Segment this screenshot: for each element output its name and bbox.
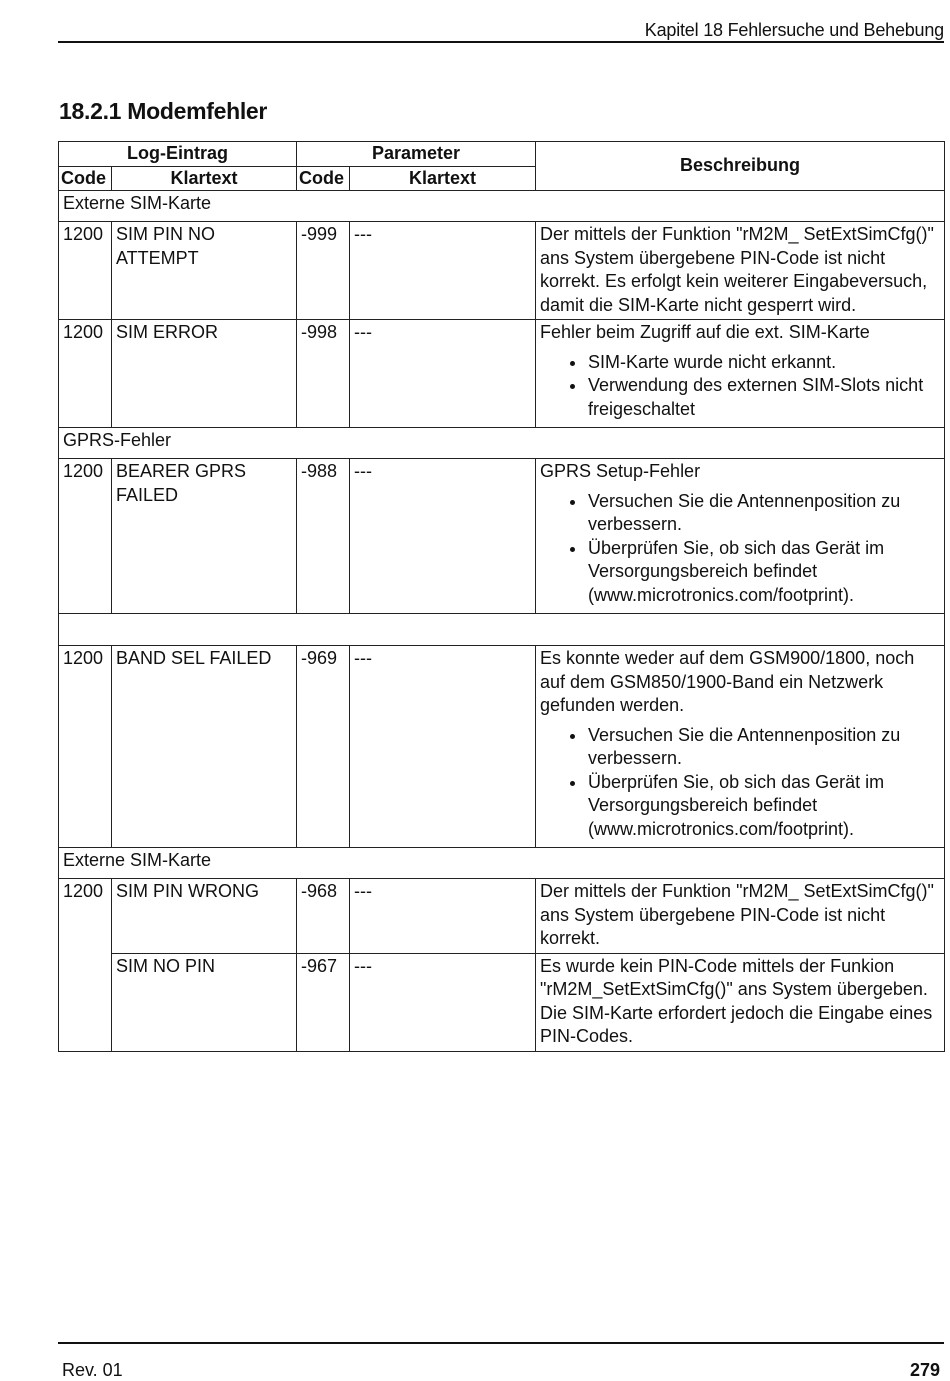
log-klartext-cell: SIM NO PIN — [112, 953, 297, 1051]
log-klartext-cell: SIM ERROR — [112, 320, 297, 428]
group-label: Externe SIM-Karte — [59, 848, 945, 879]
bullet-item: SIM-Karte wurde nicht erkannt. — [588, 351, 940, 375]
param-code-cell: -998 — [297, 320, 350, 428]
group-label: Externe SIM-Karte — [59, 191, 945, 222]
description-cell — [536, 646, 945, 848]
empty-cell — [59, 614, 945, 646]
section-title: 18.2.1 Modemfehler — [59, 98, 268, 124]
bullet-list — [540, 490, 940, 608]
log-entry-header: Log-Eintrag — [59, 142, 297, 167]
table-header-row — [59, 142, 945, 167]
description-text: Es wurde kein PIN-Code mittels der Funkion "rM2M_SetExtSimCfg()" ans System übergeben. Die SIM-Karte erfordert jedoch die Eingabe eines PIN-Codes. — [540, 955, 933, 1046]
description-text: Der mittels der Funktion "rM2M_ SetExtSimCfg()" ans System übergebene PIN-Code ist nicht korrekt. — [540, 881, 934, 948]
description-text: Der mittels der Funktion "rM2M_ SetExtSimCfg()" ans System übergebene PIN-Code ist nicht korrekt. Es erfolgt kein weiterer Eingabeversuch, damit die SIM-Karte nicht gesperrt wird. — [540, 224, 934, 315]
param-klartext-cell: --- — [350, 953, 536, 1051]
param-klartext-header: Klartext — [350, 166, 536, 191]
log-klartext-cell: SIM PIN WRONG — [112, 879, 297, 954]
table-row — [59, 222, 945, 320]
table-row — [59, 459, 945, 614]
description-cell — [536, 222, 945, 320]
chapter-header: Kapitel 18 Fehlersuche und Behebung — [644, 20, 944, 40]
description-header: Beschreibung — [536, 142, 945, 191]
table-row — [59, 646, 945, 848]
bullet-list — [540, 351, 940, 422]
description-text: GPRS Setup-Fehler — [540, 461, 701, 481]
modem-error-table — [58, 141, 945, 1052]
param-klartext-cell: --- — [350, 222, 536, 320]
log-code-cell: 1200 — [59, 222, 112, 320]
empty-row — [59, 614, 945, 646]
log-code-cell: 1200 — [59, 320, 112, 428]
revision-label: Rev. 01 — [62, 1360, 123, 1380]
page-number: 279 — [909, 1360, 940, 1380]
bullet-item: Überprüfen Sie, ob sich das Gerät im Versorgungsbereich befindet (www.microtronics.com/footprint). — [588, 771, 940, 842]
description-text: Es konnte weder auf dem GSM900/1800, noch auf dem GSM850/1900-Band ein Netzwerk gefunden werden. — [540, 648, 915, 715]
bullet-item: Überprüfen Sie, ob sich das Gerät im Versorgungsbereich befindet (www.microtronics.com/footprint). — [588, 537, 940, 608]
param-code-header: Code — [297, 166, 350, 191]
group-row-ext-sim — [59, 848, 945, 879]
log-code-cell: 1200 — [59, 879, 112, 1052]
header-divider — [58, 41, 944, 43]
description-text: Fehler beim Zugriff auf die ext. SIM-Karte — [540, 322, 870, 342]
log-code-header: Code — [59, 166, 112, 191]
bullet-item: Versuchen Sie die Antennenposition zu verbessern. — [588, 724, 940, 771]
param-klartext-cell: --- — [350, 646, 536, 848]
log-code-cell: 1200 — [59, 459, 112, 614]
bullet-list — [540, 724, 940, 842]
parameter-header: Parameter — [297, 142, 536, 167]
log-klartext-header: Klartext — [112, 166, 297, 191]
table-row — [59, 953, 945, 1051]
group-label: GPRS-Fehler — [59, 428, 945, 459]
description-cell — [536, 953, 945, 1051]
description-cell — [536, 320, 945, 428]
log-code-cell: 1200 — [59, 646, 112, 848]
description-cell — [536, 459, 945, 614]
param-klartext-cell: --- — [350, 879, 536, 954]
footer-divider — [58, 1342, 944, 1344]
group-row-gprs — [59, 428, 945, 459]
bullet-item: Verwendung des externen SIM-Slots nicht freigeschaltet — [588, 374, 940, 421]
table-row — [59, 320, 945, 428]
bullet-item: Versuchen Sie die Antennenposition zu verbessern. — [588, 490, 940, 537]
param-code-cell: -988 — [297, 459, 350, 614]
log-klartext-cell: BEARER GPRS FAILED — [112, 459, 297, 614]
param-code-cell: -969 — [297, 646, 350, 848]
param-klartext-cell: --- — [350, 320, 536, 428]
table-row — [59, 879, 945, 954]
log-klartext-cell: SIM PIN NO ATTEMPT — [112, 222, 297, 320]
description-cell — [536, 879, 945, 954]
param-code-cell: -968 — [297, 879, 350, 954]
group-row-ext-sim — [59, 191, 945, 222]
param-code-cell: -967 — [297, 953, 350, 1051]
param-klartext-cell: --- — [350, 459, 536, 614]
param-code-cell: -999 — [297, 222, 350, 320]
log-klartext-cell: BAND SEL FAILED — [112, 646, 297, 848]
